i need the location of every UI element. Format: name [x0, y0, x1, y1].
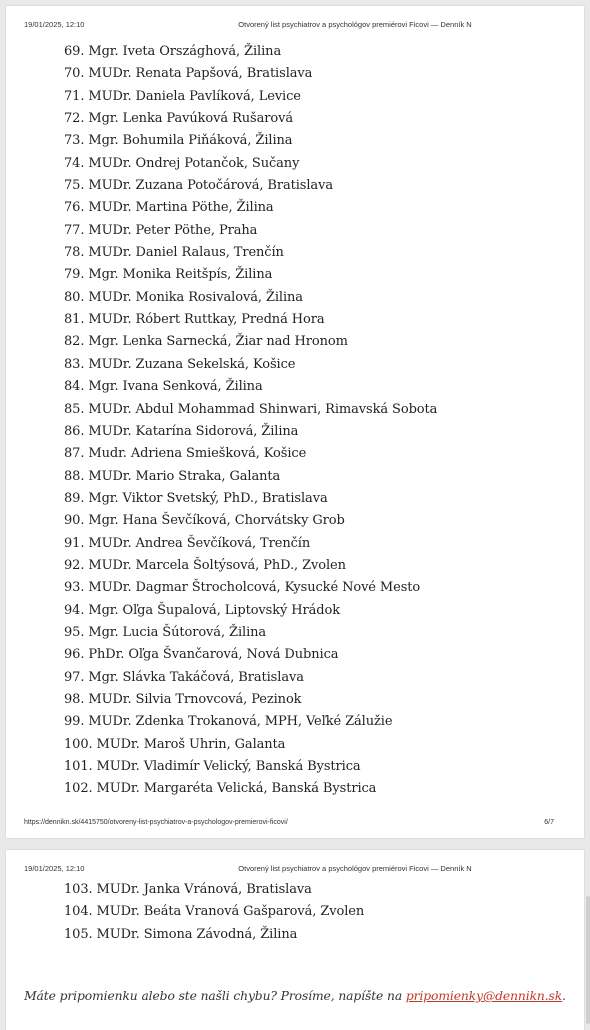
item-text: MUDr. Beáta Vranová Gašparová, Zvolen	[96, 904, 365, 920]
item-text: MUDr. Marcela Šoltýsová, PhD., Zvolen	[88, 557, 346, 573]
feedback-email-link[interactable]: pripomienky@dennikn.sk	[405, 989, 563, 1003]
item-text: Mgr. Oľga Šupalová, Liptovský Hrádok	[88, 602, 341, 618]
list-item	[64, 879, 364, 901]
item-number: 81.	[64, 312, 85, 328]
item-number: 105.	[64, 926, 93, 942]
item-number: 98.	[64, 691, 85, 707]
item-text: MUDr. Dagmar Štrocholcová, Kysucké Nové Mesto	[88, 580, 421, 596]
item-text: Mgr. Slávka Takáčová, Bratislava	[88, 669, 304, 685]
item-text: Mudr. Adriena Smiešková, Košice	[88, 446, 307, 462]
list-item	[64, 153, 437, 175]
item-text: MUDr. Simona Závodná, Žilina	[96, 926, 298, 942]
item-number: 95.	[64, 624, 85, 640]
item-number: 104.	[64, 904, 93, 920]
item-text: Mgr. Ivana Senková, Žilina	[88, 379, 263, 395]
item-number: 86.	[64, 423, 85, 439]
list-item	[64, 108, 437, 130]
item-text: MUDr. Daniela Pavlíková, Levice	[88, 88, 301, 104]
print-url: https://dennikn.sk/4415750/otvoreny-list-psychiatrov-a-psychologov-premierovi-ficovi/	[24, 819, 288, 826]
item-number: 77.	[64, 222, 85, 238]
print-header	[24, 864, 566, 878]
list-item	[64, 533, 437, 555]
item-text: MUDr. Maroš Uhrin, Galanta	[96, 736, 286, 752]
pdf-page-6	[6, 6, 584, 838]
list-item	[64, 197, 437, 219]
item-number: 85.	[64, 401, 85, 417]
item-text: Mgr. Monika Reitšpís, Žilina	[88, 267, 273, 283]
item-number: 69.	[64, 44, 85, 59]
item-number: 92.	[64, 557, 85, 573]
item-number: 74.	[64, 155, 85, 171]
list-item	[64, 309, 437, 331]
list-item	[64, 555, 437, 577]
item-number: 99.	[64, 714, 85, 730]
item-number: 96.	[64, 647, 85, 663]
item-number: 97.	[64, 669, 85, 685]
item-number: 90.	[64, 513, 85, 529]
item-number: 75.	[64, 178, 85, 194]
page-number: 6/7	[544, 819, 554, 826]
list-item	[64, 510, 437, 532]
list-item	[64, 354, 437, 376]
item-text: MUDr. Zuzana Potočárová, Bratislava	[88, 178, 333, 194]
feedback-note	[6, 989, 584, 1003]
list-item	[64, 924, 364, 946]
list-item	[64, 622, 437, 644]
item-number: 83.	[64, 356, 85, 372]
item-number: 91.	[64, 535, 85, 551]
item-number: 88.	[64, 468, 85, 484]
item-text: MUDr. Zuzana Sekelská, Košice	[88, 356, 296, 372]
item-text: MUDr. Monika Rosivalová, Žilina	[88, 289, 303, 305]
item-number: 100.	[64, 736, 93, 752]
list-item	[64, 264, 437, 286]
feedback-text: Máte pripomienku alebo ste našli chybu? Prosíme, napíšte na	[24, 989, 403, 1003]
item-text: Mgr. Lucia Šútorová, Žilina	[88, 624, 267, 640]
list-item	[64, 667, 437, 689]
list-item	[64, 577, 437, 599]
item-text: MUDr. Margaréta Velická, Banská Bystrica	[96, 781, 377, 797]
item-text: MUDr. Ondrej Potančok, Sučany	[88, 155, 300, 171]
list-item	[64, 488, 437, 510]
item-text: Mgr. Iveta Országhová, Žilina	[88, 44, 282, 59]
signatory-list	[64, 41, 437, 801]
item-number: 87.	[64, 446, 85, 462]
list-item	[64, 175, 437, 197]
item-number: 101.	[64, 759, 93, 774]
item-text: MUDr. Mario Straka, Galanta	[88, 468, 281, 484]
print-title: Otvorený list psychiatrov a psychológov premiérovi Ficovi — Denník N	[238, 20, 472, 29]
item-number: 84.	[64, 379, 85, 395]
print-header	[24, 20, 566, 34]
item-number: 82.	[64, 334, 85, 350]
item-number: 93.	[64, 580, 85, 596]
item-text: MUDr. Róbert Ruttkay, Predná Hora	[88, 312, 325, 328]
pdf-page-7	[6, 850, 584, 1030]
item-number: 103.	[64, 882, 93, 897]
list-item	[64, 901, 364, 923]
item-text: Mgr. Lenka Sarnecká, Žiar nad Hronom	[88, 334, 348, 350]
list-item	[64, 443, 437, 465]
item-number: 94.	[64, 602, 85, 618]
list-item	[64, 376, 437, 398]
list-item	[64, 711, 437, 733]
item-text: MUDr. Silvia Trnovcová, Pezinok	[88, 691, 302, 707]
list-item	[64, 644, 437, 666]
item-text: PhDr. Oľga Švančarová, Nová Dubnica	[88, 647, 339, 663]
list-item	[64, 41, 437, 63]
list-item	[64, 399, 437, 421]
list-item	[64, 287, 437, 309]
item-number: 73.	[64, 133, 85, 149]
item-text: MUDr. Zdenka Trokanová, MPH, Veľké Zálužie	[88, 714, 393, 730]
item-text: Mgr. Hana Ševčíková, Chorvátsky Grob	[88, 513, 345, 529]
list-item	[64, 63, 437, 85]
item-number: 71.	[64, 88, 85, 104]
list-item	[64, 421, 437, 443]
list-item	[64, 86, 437, 108]
item-number: 80.	[64, 289, 85, 305]
item-text: MUDr. Renata Papšová, Bratislava	[88, 66, 313, 82]
feedback-end: .	[562, 989, 566, 1003]
item-text: MUDr. Vladimír Velický, Banská Bystrica	[96, 759, 361, 774]
item-text: MUDr. Peter Pöthe, Praha	[88, 222, 258, 238]
item-text: MUDr. Andrea Ševčíková, Trenčín	[88, 535, 311, 551]
signatory-list	[64, 879, 364, 946]
print-title: Otvorený list psychiatrov a psychológov premiérovi Ficovi — Denník N	[238, 864, 472, 873]
item-number: 76.	[64, 200, 85, 216]
print-footer	[24, 819, 566, 831]
item-text: MUDr. Katarína Sidorová, Žilina	[88, 423, 299, 439]
list-item	[64, 756, 437, 778]
list-item	[64, 130, 437, 152]
list-item	[64, 600, 437, 622]
item-number: 70.	[64, 66, 85, 82]
item-number: 79.	[64, 267, 85, 283]
list-item	[64, 220, 437, 242]
item-number: 102.	[64, 781, 93, 797]
item-text: MUDr. Abdul Mohammad Shinwari, Rimavská Sobota	[88, 401, 438, 417]
print-date: 19/01/2025, 12:10	[24, 864, 85, 873]
list-item	[64, 689, 437, 711]
item-number: 89.	[64, 490, 85, 506]
list-item	[64, 466, 437, 488]
list-item	[64, 778, 437, 800]
item-text: Mgr. Lenka Pavúková Rušarová	[88, 111, 293, 127]
list-item	[64, 242, 437, 264]
list-item	[64, 331, 437, 353]
item-text: MUDr. Daniel Ralaus, Trenčín	[88, 245, 284, 261]
item-number: 72.	[64, 111, 85, 127]
item-text: Mgr. Viktor Svetský, PhD., Bratislava	[88, 490, 328, 506]
print-date: 19/01/2025, 12:10	[24, 20, 85, 29]
item-text: MUDr. Martina Pöthe, Žilina	[88, 200, 274, 216]
list-item	[64, 734, 437, 756]
item-number: 78.	[64, 245, 85, 261]
item-text: MUDr. Janka Vránová, Bratislava	[96, 882, 312, 897]
item-text: Mgr. Bohumila Piňáková, Žilina	[88, 133, 293, 149]
scrollbar[interactable]	[586, 896, 590, 1024]
